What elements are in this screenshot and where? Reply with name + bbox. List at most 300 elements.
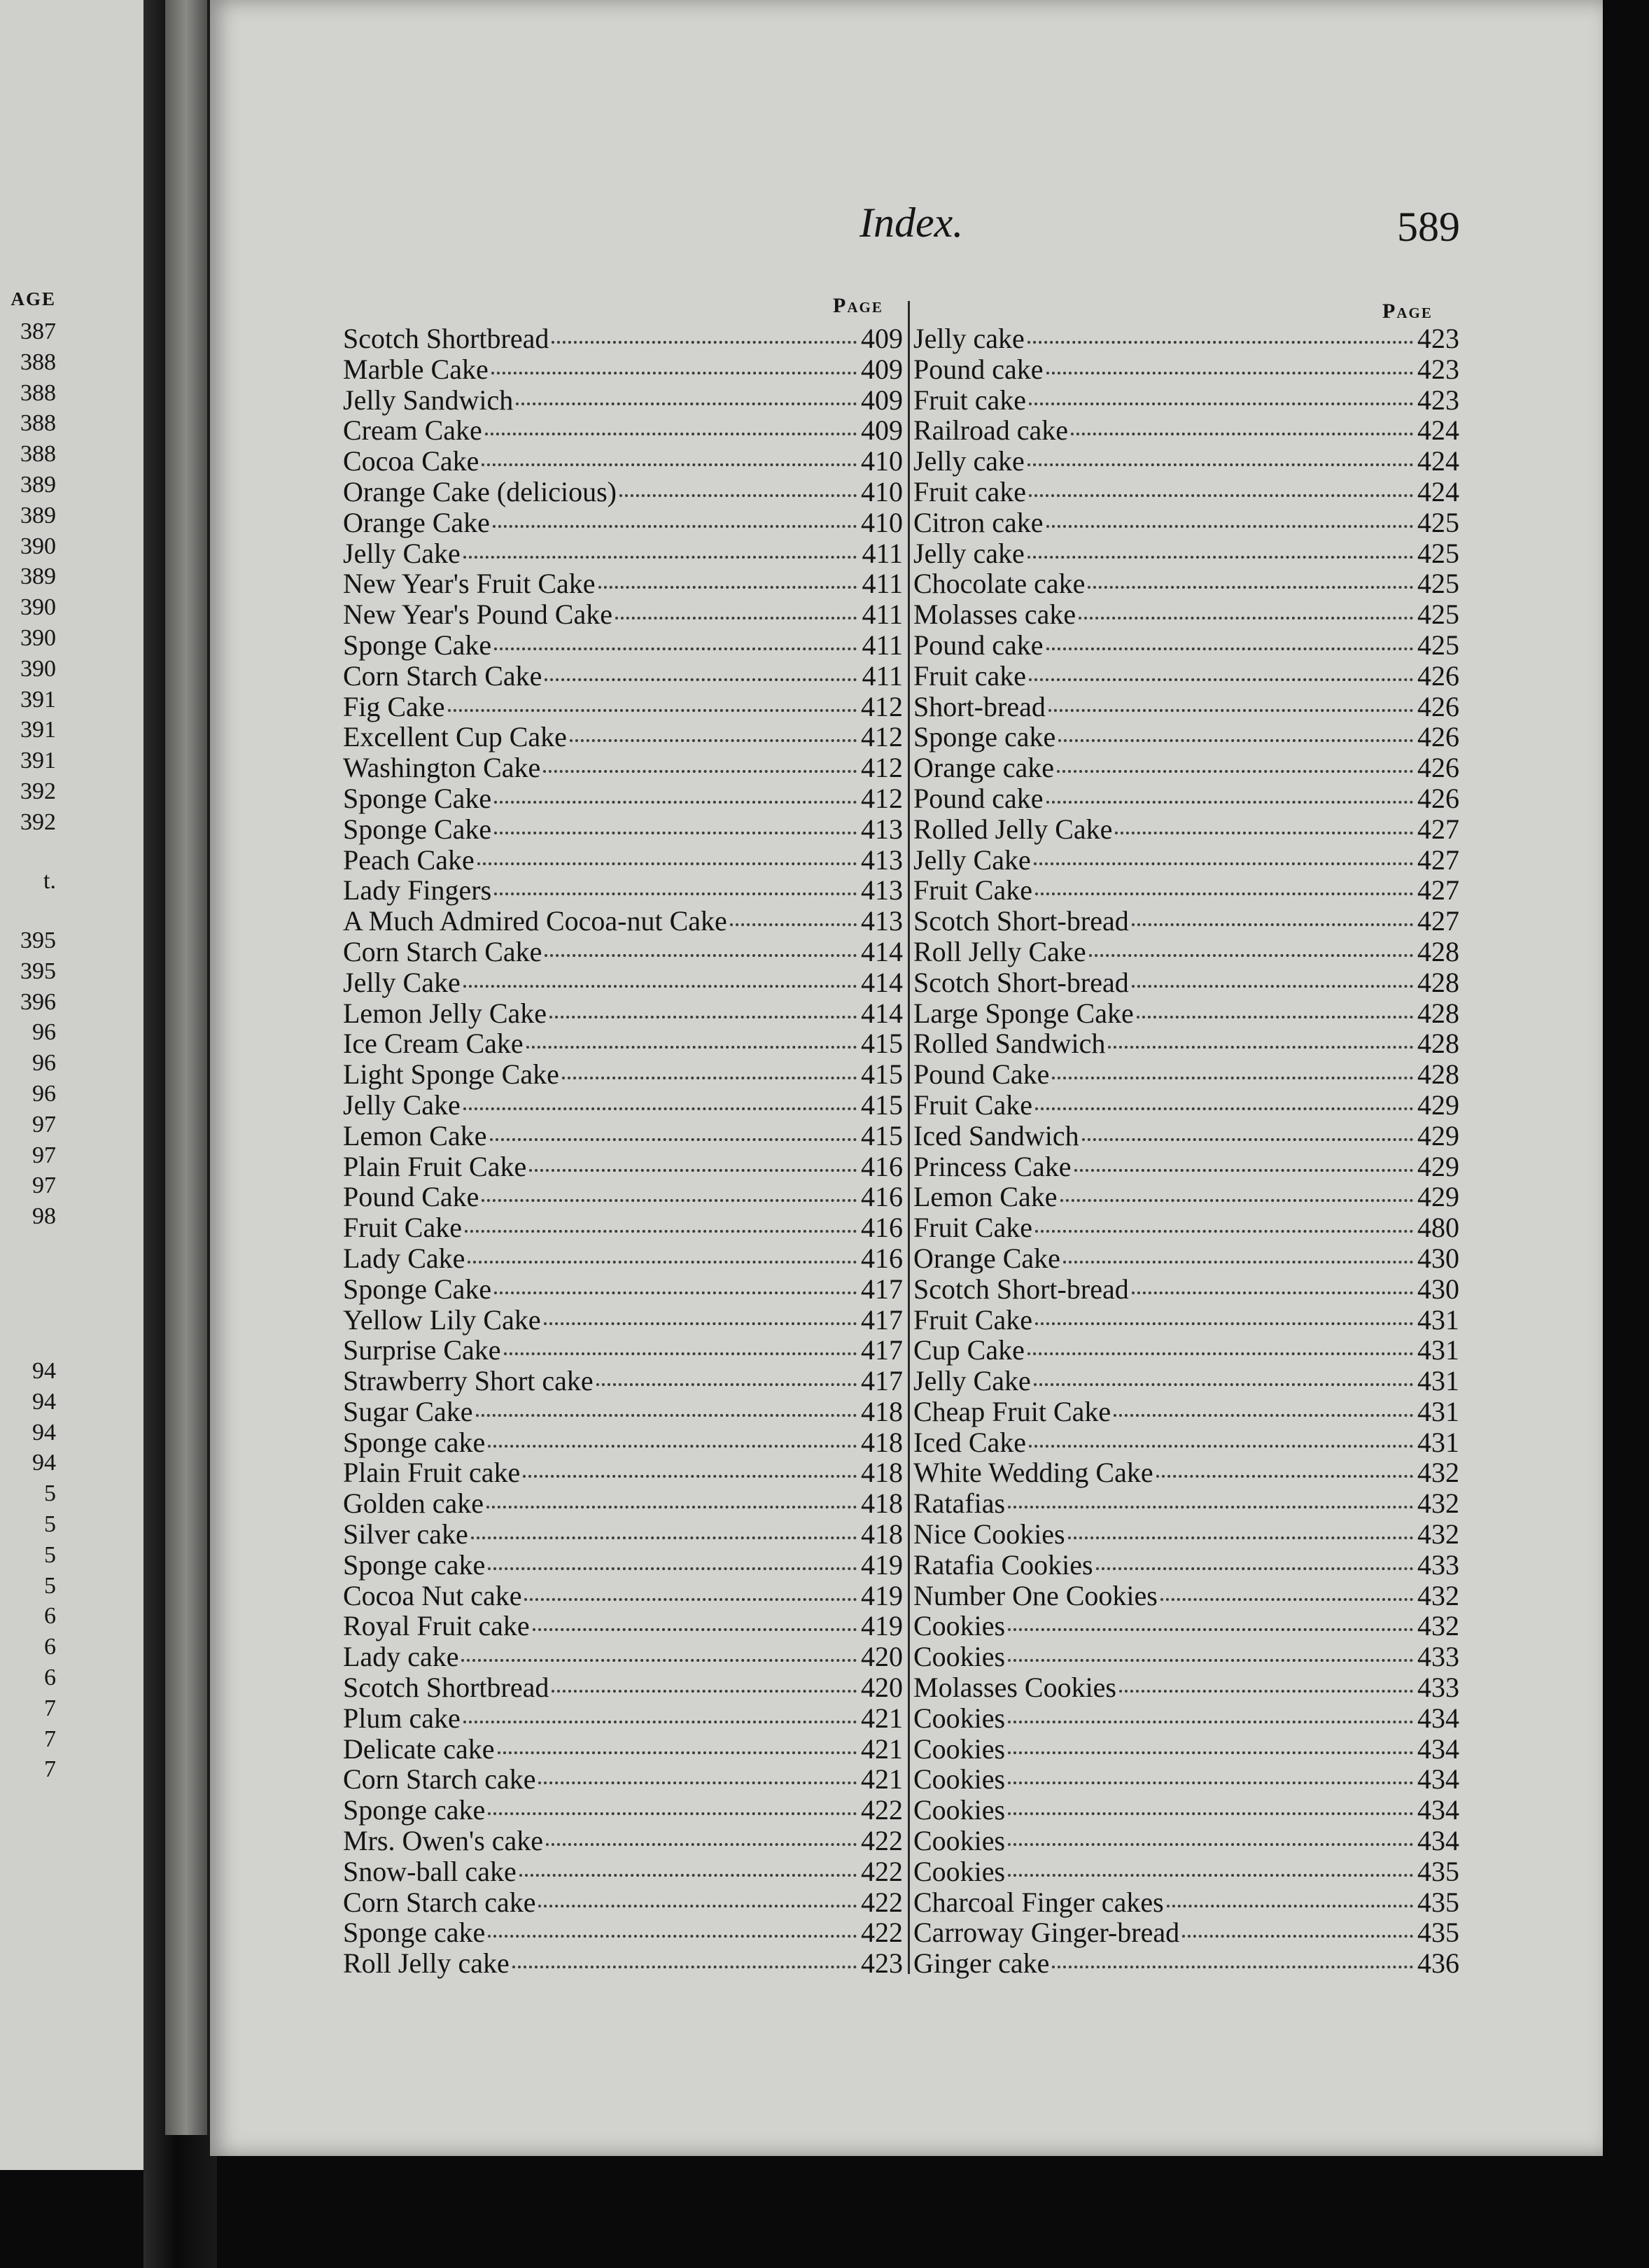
leader-dots [463,556,857,559]
leader-dots [491,372,857,374]
entry-title: Royal Fruit cake [343,1610,530,1642]
entry-page-number: 422 [861,1825,903,1857]
entry-title: Scotch Short-bread [913,1273,1129,1305]
leader-dots [1052,1966,1413,1968]
entry-page-number: 428 [1417,1028,1459,1060]
entry-page-number: 425 [1417,568,1459,600]
index-entry [913,506,1459,537]
entry-page-number: 429 [1417,1150,1459,1182]
entry-title: Molasses Cookies [913,1672,1116,1704]
index-entry [913,1824,1459,1855]
entry-title: Ratafia Cookies [913,1548,1093,1581]
entry-page-number: 433 [1417,1548,1459,1581]
entry-page-number: 417 [861,1334,903,1366]
index-entry [913,1579,1459,1610]
prev-page-number: 388 [20,349,56,375]
index-entry [913,813,1459,844]
index-entry [343,1303,903,1334]
leader-dots [543,770,857,773]
entry-page-number: 428 [1417,966,1459,998]
entry-title: Railroad cake [913,414,1068,447]
leader-dots [1057,770,1413,773]
entry-title: Pound cake [913,353,1044,385]
entry-page-number: 416 [861,1150,903,1182]
index-entry [913,353,1459,384]
entry-title: Marble Cake [343,353,489,385]
index-entry [913,1027,1459,1058]
leader-dots [494,801,857,804]
entry-title: Fruit cake [913,475,1027,507]
index-entry [343,720,903,751]
leader-dots [1029,678,1413,681]
entry-page-number: 414 [861,935,903,967]
entry-page-number: 435 [1417,1855,1459,1887]
entry-page-number: 434 [1417,1702,1459,1734]
entry-title: Sponge cake [913,721,1056,753]
leader-dots [549,1016,857,1018]
entry-title: Princess Cake [913,1150,1072,1182]
leader-dots [1132,985,1413,988]
leader-dots [482,1199,857,1202]
prev-page-number: 5 [44,1572,56,1599]
entry-page-number: 434 [1417,1763,1459,1795]
entry-title: Lemon Cake [343,1119,487,1152]
entry-title: A Much Admired Cocoa-nut Cake [343,905,727,937]
entry-title: Rolled Jelly Cake [913,813,1113,845]
index-entry [913,414,1459,447]
prev-page-number: 5 [44,1480,56,1507]
entry-title: Cookies [913,1825,1006,1857]
leader-dots [463,1721,857,1723]
entry-title: Cup Cake [913,1334,1025,1366]
index-entry [343,997,903,1028]
entry-title: Excellent Cup Cake [343,721,567,753]
leader-dots [516,402,857,405]
entry-title: Ice Cream Cake [343,1028,524,1060]
entry-title: Lady cake [343,1641,459,1673]
entry-page-number: 422 [861,1917,903,1949]
entry-title: Jelly Cake [913,844,1031,876]
entry-page-number: 434 [1417,1825,1459,1857]
index-entry [343,1058,903,1091]
leader-dots [465,1230,857,1233]
entry-title: Pound Cake [343,1181,479,1213]
entry-page-number: 428 [1417,1058,1459,1091]
leader-dots [1035,892,1413,895]
leader-dots [1027,556,1413,559]
prev-page-number: 388 [20,441,56,468]
leader-dots [596,1383,857,1386]
index-entry [913,1763,1459,1793]
entry-title: Scotch Shortbread [343,323,549,354]
entry-page-number: 425 [1417,506,1459,538]
index-entry [343,1916,903,1947]
index-entry [343,1119,903,1150]
leader-dots [545,954,857,957]
leader-dots [1119,1690,1413,1693]
entry-page-number: 422 [861,1886,903,1918]
index-entry [343,629,903,659]
entry-page-number: 436 [1417,1947,1459,1980]
entry-title: Fruit Cake [913,874,1032,906]
page-number: 589 [1397,204,1460,250]
entry-title: Cookies [913,1855,1006,1887]
entry-title: Cookies [913,1641,1006,1673]
entry-page-number: 432 [1417,1518,1459,1550]
index-entry [343,1088,903,1119]
prev-page-number: 390 [20,625,56,651]
entry-page-number: 432 [1417,1488,1459,1520]
prev-page-number: 97 [32,1172,56,1199]
entry-title: Sponge Cake [343,782,492,814]
leader-dots [1079,617,1413,620]
leader-dots [552,341,857,344]
entry-page-number: 416 [861,1181,903,1213]
index-entry [343,506,903,537]
index-entry [343,1027,903,1058]
leader-dots [504,1352,857,1355]
entry-title: New Year's Fruit Cake [343,568,596,600]
leader-dots [1160,1598,1413,1601]
leader-dots [1137,1016,1413,1018]
index-entry [913,1518,1459,1548]
prev-page-number: 96 [32,1081,56,1107]
entry-page-number: 415 [861,1119,903,1152]
entry-title: Jelly cake [913,445,1025,477]
entry-page-number: 417 [861,1273,903,1305]
entry-page-number: 415 [861,1058,903,1091]
leader-dots [1034,862,1413,865]
right-column-page-heading: Page [1382,300,1433,323]
leader-dots [1008,1721,1413,1723]
leader-dots [1115,832,1413,834]
prev-page-number: 94 [32,1358,56,1384]
entry-page-number: 413 [861,874,903,906]
prev-page-number: 6 [44,1603,56,1630]
leader-dots [552,1690,857,1693]
entry-page-number: 413 [861,905,903,937]
entry-page-number: 431 [1417,1365,1459,1397]
index-entry [913,751,1459,782]
leader-dots [570,739,857,742]
index-entry [343,1487,903,1518]
index-entry [913,1180,1459,1211]
index-entry [913,1793,1459,1824]
index-entry [913,1150,1459,1181]
entry-page-number: 433 [1417,1641,1459,1673]
entry-page-number: 412 [861,752,903,784]
entry-page-number: 416 [861,1242,903,1274]
entry-title: Pound cake [913,782,1044,814]
left-column-page-heading: Page [833,294,883,317]
index-page [210,0,1603,2156]
entry-title: Cookies [913,1794,1006,1826]
entry-page-number: 422 [861,1855,903,1887]
leader-dots [524,1598,857,1601]
index-entry [343,659,903,690]
entry-page-number: 419 [861,1579,903,1611]
index-entry [913,1702,1459,1732]
entry-page-number: 426 [1417,690,1459,722]
entry-title: Number One Cookies [913,1579,1158,1611]
entry-page-number: 420 [861,1641,903,1673]
entry-page-number: 409 [861,384,903,416]
leader-dots [1046,801,1413,804]
index-entry [343,1579,903,1610]
entry-page-number: 421 [861,1702,903,1734]
index-entry [343,1609,903,1640]
index-entry [913,1732,1459,1763]
prev-page-number: 6 [44,1634,56,1660]
entry-title: Jelly Cake [343,537,461,569]
prev-page-number: 391 [20,748,56,774]
entry-page-number: 426 [1417,752,1459,784]
leader-dots [494,648,857,650]
entry-page-number: 414 [861,997,903,1029]
leader-dots [486,1506,857,1508]
index-entry [913,720,1459,751]
leader-dots [598,586,857,589]
leader-dots [545,678,857,681]
prev-page-number: 5 [44,1511,56,1537]
entry-page-number: 432 [1417,1579,1459,1611]
leader-dots [1048,709,1413,712]
index-entry [343,1640,903,1671]
entry-title: Iced Sandwich [913,1119,1079,1152]
index-entry [343,1334,903,1364]
entry-title: Citron cake [913,506,1044,538]
leader-dots [533,1628,857,1631]
entry-title: Washington Cake [343,752,541,784]
prev-page-number: 96 [32,1050,56,1077]
entry-title: Sponge cake [343,1548,486,1581]
leader-dots [1035,1107,1413,1110]
entry-title: Fruit cake [913,384,1027,416]
entry-page-number: 409 [861,323,903,354]
entry-page-number: 423 [1417,323,1459,354]
entry-title: Short-bread [913,690,1046,722]
entry-page-number: 434 [1417,1794,1459,1826]
entry-page-number: 426 [1417,721,1459,753]
entry-title: Jelly cake [913,323,1025,354]
entry-title: Corn Starch Cake [343,659,542,692]
leader-dots [1082,1138,1413,1141]
leader-dots [463,985,857,988]
prev-page-number: 98 [32,1203,56,1230]
entry-title: Sponge cake [343,1426,486,1458]
leader-dots [1058,739,1413,742]
leader-dots [1132,1292,1413,1294]
entry-page-number: 431 [1417,1426,1459,1458]
index-entry [343,475,903,506]
entry-page-number: 427 [1417,874,1459,906]
entry-title: Cookies [913,1702,1006,1734]
entry-page-number: 424 [1417,445,1459,477]
index-entry [913,690,1459,721]
previous-page-fragment [0,0,157,2170]
book-spine [165,0,210,2135]
prev-page-mark: t. [43,868,56,894]
leader-dots [482,463,857,466]
leader-dots [1008,1874,1413,1877]
leader-dots [730,923,857,926]
index-entry [343,844,903,874]
entry-page-number: 430 [1417,1242,1459,1274]
entry-page-number: 411 [862,629,903,661]
entry-page-number: 412 [861,782,903,814]
entry-title: Orange Cake [913,1242,1060,1274]
index-entry [343,1242,903,1273]
entry-title: Corn Starch cake [343,1886,536,1918]
entry-title: Sponge cake [343,1794,486,1826]
entry-title: Plain Fruit cake [343,1457,521,1489]
leader-dots [546,1843,857,1846]
leader-dots [488,1935,857,1938]
index-entry [913,1119,1459,1150]
prev-page-number: 7 [44,1695,56,1721]
index-entry [343,966,903,997]
entry-title: Chocolate cake [913,568,1086,600]
index-entry [343,1364,903,1395]
entry-page-number: 425 [1417,537,1459,569]
running-header-title: Index. [859,200,964,246]
leader-dots [1008,1782,1413,1784]
index-entry [343,384,903,414]
leader-dots [1074,1169,1413,1172]
entry-page-number: 417 [861,1303,903,1336]
entry-page-number: 427 [1417,813,1459,845]
entry-page-number: 431 [1417,1303,1459,1336]
leader-dots [1034,1383,1413,1386]
leader-dots [512,1966,857,1968]
page-column-heading: AGE [10,288,56,309]
entry-title: Snow-ball cake [343,1855,517,1887]
entry-title: Scotch Short-bread [913,905,1129,937]
leader-dots [1068,1536,1413,1539]
index-entry [343,1426,903,1457]
entry-page-number: 425 [1417,598,1459,631]
entry-title: Ginger cake [913,1947,1050,1980]
index-entry [343,1456,903,1487]
entry-title: New Year's Pound Cake [343,598,612,631]
entry-page-number: 423 [1417,353,1459,385]
index-entry [913,1211,1459,1242]
leader-dots [1008,1751,1413,1754]
index-entry [913,1273,1459,1303]
prev-page-number: 389 [20,502,56,528]
leader-dots [1029,494,1413,497]
leader-dots [1096,1567,1413,1570]
prev-page-number: 7 [44,1756,56,1783]
entry-page-number: 433 [1417,1672,1459,1704]
entry-title: Peach Cake [343,844,475,876]
entry-page-number: 424 [1417,475,1459,507]
column-divider [908,301,910,1974]
index-entry [343,598,903,629]
leader-dots [468,1261,857,1264]
entry-title: Jelly Cake [343,966,461,998]
entry-page-number: 410 [861,445,903,477]
entry-title: Cream Cake [343,414,482,447]
entry-page-number: 419 [861,1548,903,1581]
index-entry [913,1334,1459,1364]
entry-page-number: 424 [1417,414,1459,447]
leader-dots [488,1567,857,1570]
entry-page-number: 415 [861,1088,903,1121]
prev-page-number: 94 [32,1450,56,1476]
index-entry [913,1303,1459,1334]
entry-page-number: 432 [1417,1610,1459,1642]
leader-dots [1046,525,1414,528]
entry-page-number: 416 [861,1212,903,1244]
index-entry [343,904,903,935]
entry-title: Cocoa Nut cake [343,1579,522,1611]
index-entry [913,874,1459,904]
leader-dots [1182,1935,1413,1938]
leader-dots [1008,1843,1413,1846]
index-entry [913,567,1459,598]
leader-dots [1029,402,1413,405]
prev-page-number: 388 [20,410,56,437]
index-entry [913,1242,1459,1273]
entry-title: Orange cake [913,752,1054,784]
index-entry [343,353,903,384]
prev-page-number: 390 [20,655,56,682]
leader-dots [1089,954,1413,957]
index-entry [913,1947,1459,1980]
prev-page-number: 389 [20,472,56,498]
entry-title: Scotch Shortbread [343,1672,549,1704]
entry-page-number: 413 [861,813,903,845]
entry-page-number: 418 [861,1395,903,1427]
entry-page-number: 480 [1417,1212,1459,1244]
index-entry [913,537,1459,568]
entry-title: Cookies [913,1732,1006,1765]
entry-title: Orange Cake [343,506,490,538]
entry-title: Fig Cake [343,690,445,722]
entry-page-number: 435 [1417,1886,1459,1918]
leader-dots [1027,341,1413,344]
entry-page-number: 429 [1417,1181,1459,1213]
entry-title: Fruit Cake [913,1212,1032,1244]
leader-dots [471,1536,857,1539]
prev-page-number: 387 [20,318,56,344]
index-entry [343,567,903,598]
leader-dots [1035,1230,1413,1233]
leader-dots [476,1414,857,1417]
entry-title: Cocoa Cake [343,445,479,477]
entry-page-number: 421 [861,1763,903,1795]
leader-dots [494,832,857,834]
entry-page-number: 423 [861,1947,903,1980]
index-entry [913,1886,1459,1917]
index-entry [343,751,903,782]
leader-dots [1008,1628,1413,1631]
entry-page-number: 411 [862,537,903,569]
index-entry [343,1518,903,1548]
index-entry [913,444,1459,475]
entry-page-number: 429 [1417,1119,1459,1152]
leader-dots [494,1292,857,1294]
index-entry [343,1824,903,1855]
entry-page-number: 423 [1417,384,1459,416]
entry-title: Sugar Cake [343,1395,473,1427]
entry-title: Rolled Sandwich [913,1028,1106,1060]
index-entry [343,874,903,904]
index-entry [343,935,903,966]
entry-title: Jelly Sandwich [343,384,514,416]
leader-dots [1167,1905,1413,1907]
